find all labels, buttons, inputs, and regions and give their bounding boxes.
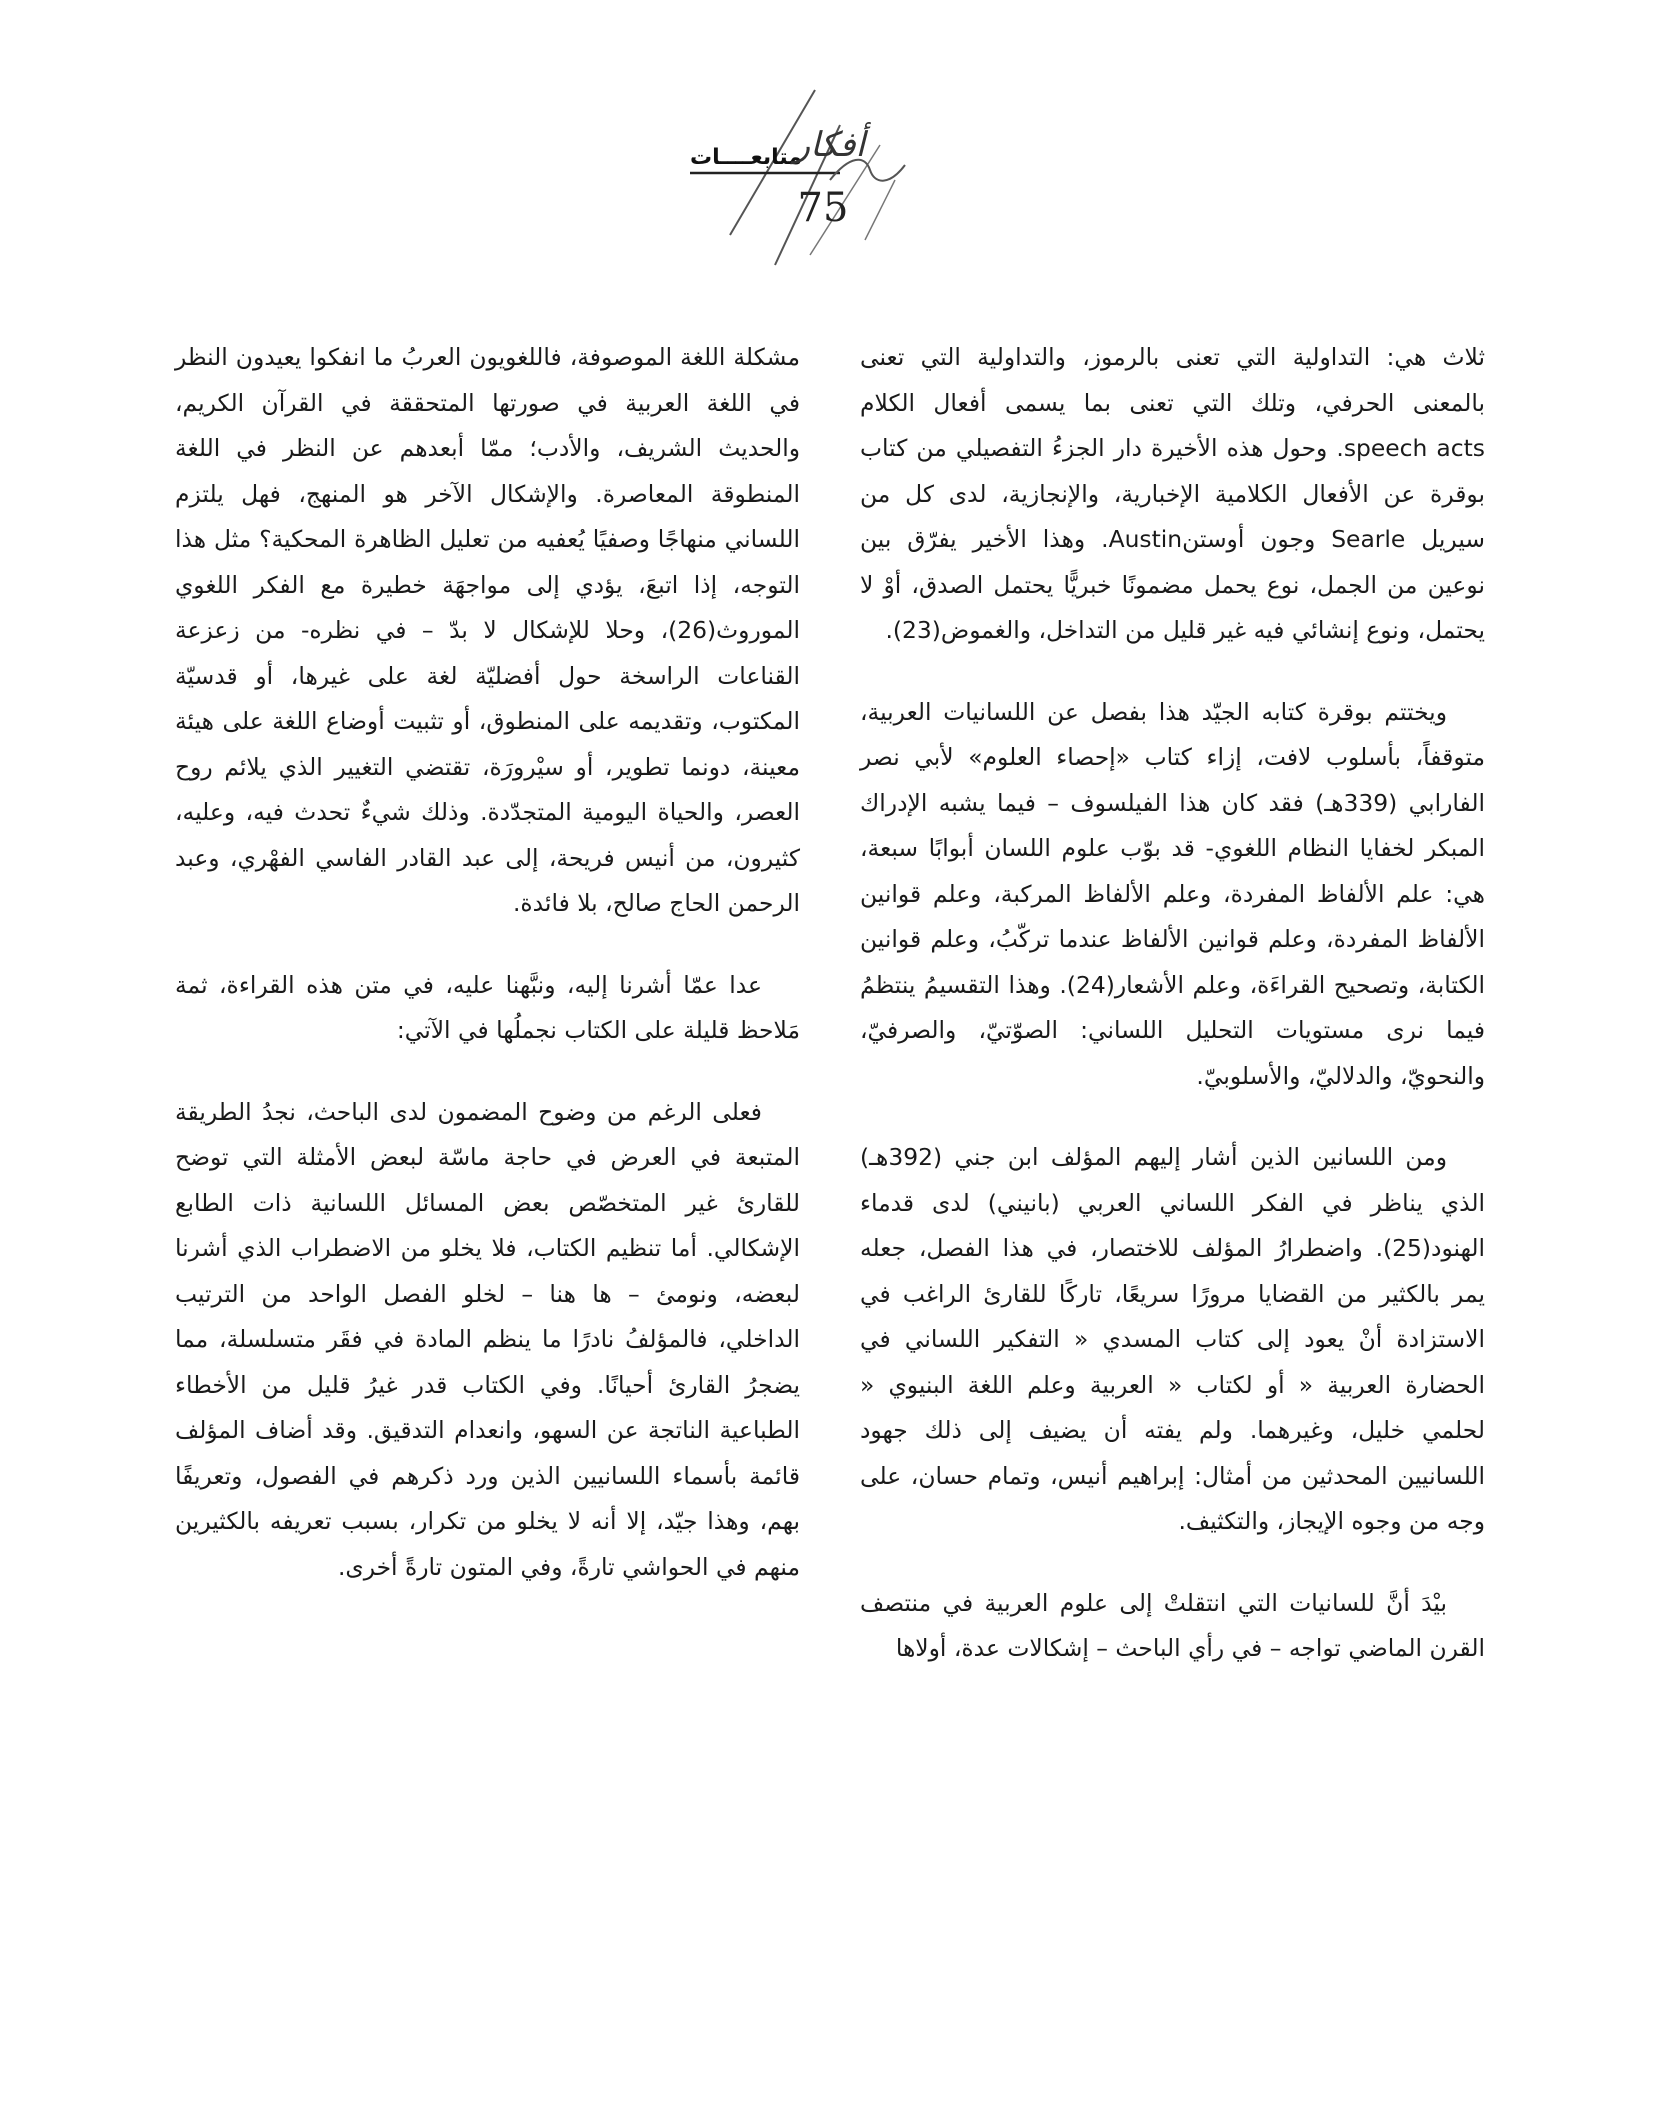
section-label: متابعــــات — [690, 145, 802, 170]
magazine-logo: أفكار — [793, 125, 865, 165]
paragraph: فعلى الرغم من وضوح المضمون لدى الباحث، نجدُ الطريقة المتبعة في العرض في حاجة ماسّة لبعض الأمثلة التي توضح للقارئ غير المتخصّص بعض المسائل اللسانية ذات الطابع الإشكالي. أما تنظيم الكتاب، فلا يخلو من الاضطراب الذي أشرنا لبعضه، ونومئ – ها هنا – لخلو الفصل الواحد من الترتيب الداخلي، فالمؤلفُ نادرًا ما ينظم المادة في فقَر متسلسلة، مما يضجرُ القارئ أحيانًا. وفي الكتاب قدر غيرُ قليل من الأخطاء الطباعية الناتجة عن السهو، وانعدام التدقيق. وقد أضاف المؤلف قائمة بأسماء اللسانيين الذين ورد ذكرهم في الفصول، وتعريفًا بهم، وهذا جيّد، إلا أنه لا يخلو من تكرار، بسبب تعريفه بالكثيرين منهم في الحواشي تارةً، وفي المتون تارةً أخرى. — [175, 1097, 800, 1581]
page-header — [690, 85, 940, 285]
paragraph: مشكلة اللغة الموصوفة، فاللغويون العربُ ما انفكوا يعيدون النظر في اللغة العربية في صورتها المتحققة في القرآن الكريم، والحديث الشريف، والأدب؛ ممّا أبعدهم عن النظر في اللغة المنطوقة المعاصرة. والإشكال الآخر هو المنهج، فهل يلتزم اللساني منهاجًا وصفيًا يُعفيه من تعليل الظاهرة المحكية؟ مثل هذا التوجه، إذا اتبعَ، يؤدي إلى مواجهَة خطيرة مع الفكر اللغوي الموروث(26)، وحلا للإشكال لا بدّ – في نظره- من زعزعة القناعات الراسخة حول أفضليّة لغة على غيرها، أو قدسيّة المكتوب، وتقديمه على المنطوق، أو تثبيت أوضاع اللغة على هيئة معينة، دونما تطوير، أو سيْرورَة، تقتضي التغيير الذي يلائم روح العصر، والحياة اليومية المتجدّدة. وذلك شيءٌ تحدث فيه، وعليه، كثيرون، من أنيس فريحة، إلى عبد القادر الفاسي الفهْري، وعبد الرحمن الحاج صالح، بلا فائدة. — [175, 343, 800, 917]
page-number: 75 — [797, 185, 849, 231]
paragraph: بيْدَ أنَّ للسانيات التي انتقلتْ إلى علوم العربية في منتصف القرن الماضي تواجه – في رأي الباحث – إشكالات عدة، أولاها — [860, 1588, 1485, 1662]
paragraph: ثلاث هي: التداولية التي تعنى بالرموز، والتداولية التي تعنى بالمعنى الحرفي، وتلك التي تعنى بما يسمى أفعال الكلام speech acts. وحول هذه الأخيرة دار الجزءُ التفصيلي من كتاب بوقرة عن الأفعال الكلامية الإخبارية، والإنجازية، لدى كل من سيريل Searle وجون أوستنAustin. وهذا الأخير يفرّق بين نوعين من الجمل، نوع يحمل مضمونًا خبريًّا يحتمل الصدق، أوْ لا يحتمل، ونوع إنشائي فيه غير قليل من التداخل، والغموض(23). — [860, 343, 1485, 644]
paragraph: عدا عمّا أشرنا إليه، ونبَّهنا عليه، في متن هذه القراءة، ثمة مَلاحظ قليلة على الكتاب نجملُها في الآتي: — [175, 970, 800, 1044]
right-column — [860, 335, 1485, 1708]
paragraph: ومن اللسانين الذين أشار إليهم المؤلف ابن جني (392هـ) الذي يناظر في الفكر اللساني العربي (بانيني) لدى قدماء الهنود(25). واضطرارُ المؤلف للاختصار، في هذا الفصل، جعله يمر بالكثير من القضايا مرورًا سريعًا، تاركًا للقارئ الراغب في الاستزادة أنْ يعود إلى كتاب المسدي « التفكير اللساني في الحضارة العربية « أو لكتاب « العربية وعلم اللغة البنيوي « لحلمي خليل، وغيرهما. ولم يفته أن يضيف إلى ذلك جهود اللسانيين المحدثين من أمثال: إبراهيم أنيس، وتمام حسان، على وجه من وجوه الإيجاز، والتكثيف. — [860, 1143, 1485, 1535]
left-column — [175, 335, 800, 1626]
paragraph: ويختتم بوقرة كتابه الجيّد هذا بفصل عن اللسانيات العربية، متوقفاً، بأسلوب لافت، إزاء كتاب «إحصاء العلوم» لأبي نصر الفارابي (339هـ) فقد كان هذا الفيلسوف – فيما يشبه الإدراك المبكر لخفايا النظام اللغوي- قد بوّب علوم اللسان أبوابًا سبعة، هي: علم الألفاظ المفردة، وعلم الألفاظ المركبة، وعلم قوانين الألفاظ المفردة، وعلم قوانين الألفاظ عندما تركّبُ، وعلم قوانين الكتابة، وتصحيح القراءَة، وعلم الأشعار(24). وهذا التقسيمُ ينتظمُ فيما نرى مستويات التحليل اللساني: الصوّتيّ، والصرفيّ، والنحويّ، والدلاليّ، والأسلوبيّ. — [860, 697, 1486, 1090]
